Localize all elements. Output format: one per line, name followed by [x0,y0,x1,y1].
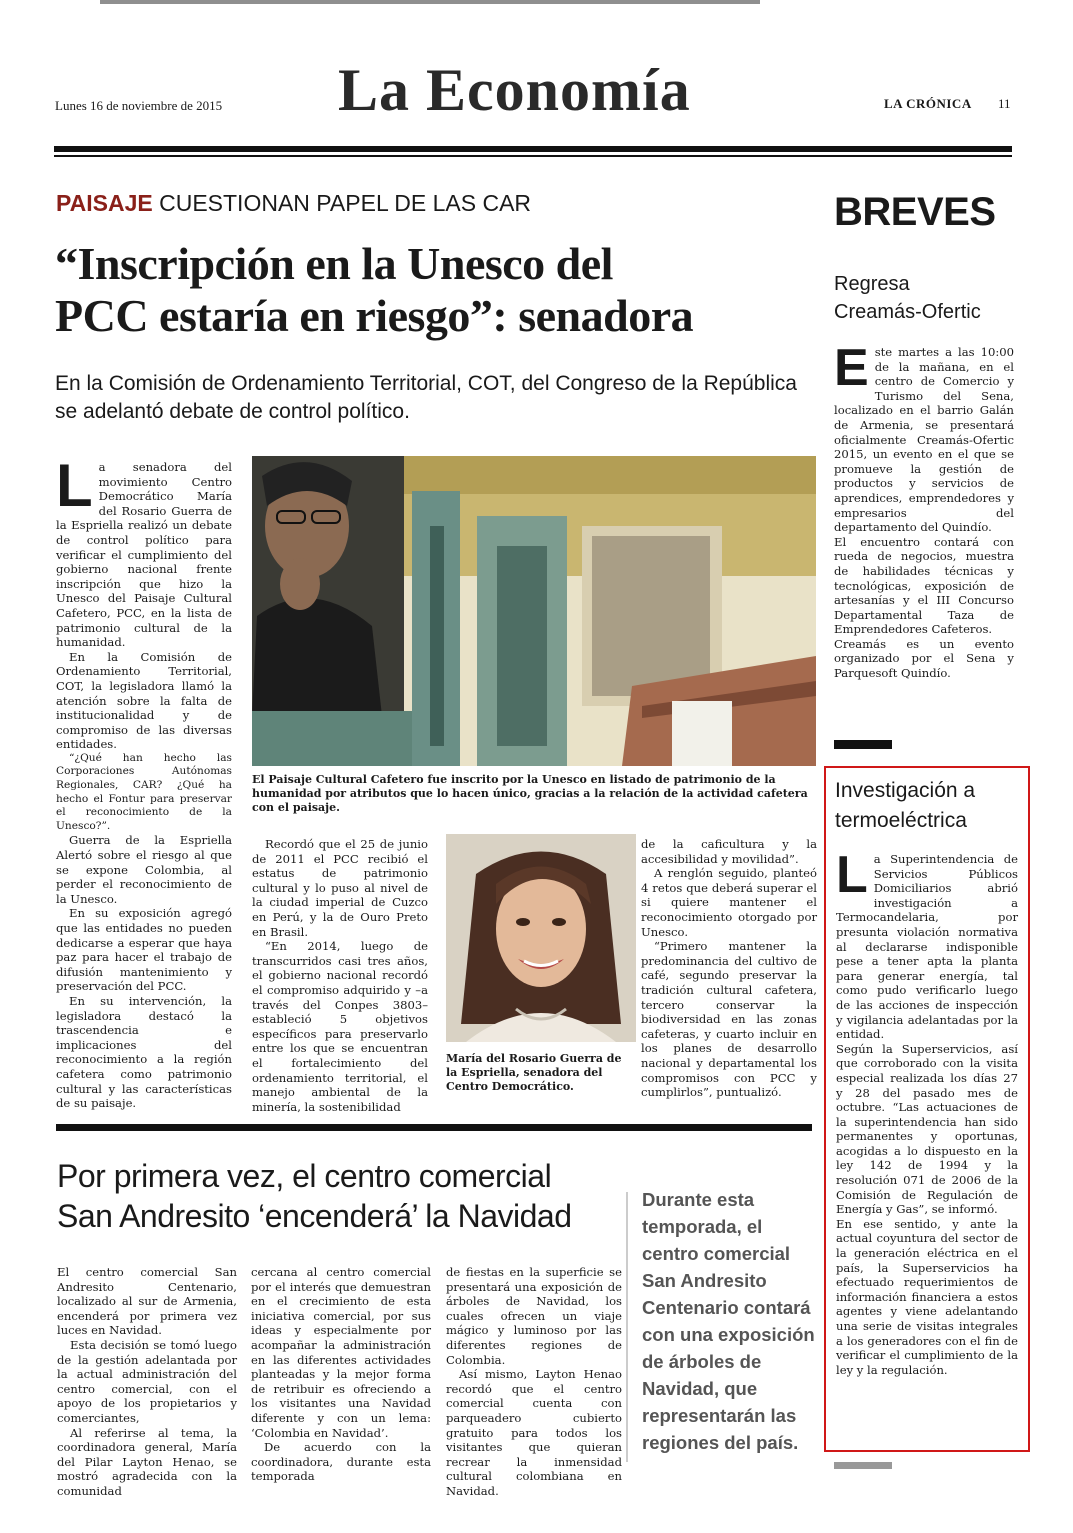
paragraph: En ese sentido, y ante la actual coyuntura del sector de la generación eléctrica en el país, la Superservicios ha efectuado requerimientos de información financiera a estos agentes y viene adelantando una serie de visitas integrales a los generadores con el fin de verificar el cumplimiento de la ley y la regulación. [836,1216,1018,1377]
second-column-3 [446,1265,622,1499]
paragraph: En su intervención, la legisladora destacó la trascendencia e implicaciones del reconocimiento a la región cafetera como patrimonio cultural y las características de su paisaje. [56,993,232,1111]
pullquote: Durante esta temporada, el centro comercial San Andresito Centenario contará con una exposición de árboles de Navidad, que representarán las regiones del país. [642,1189,815,1453]
photo-senator-portrait-image [446,834,636,1042]
main-column-1 [56,452,232,1111]
brief-2-title [835,776,975,836]
page-number: 11 [998,96,1011,111]
paragraph: a Superintendencia de Servicios Públicos Domiciliarios abrió investigación a Termocandelaria, por presunta violación normativa al declararse indisponible pese a tener apta la planta para generar energía, tal como pudo verificarlo luego de las acciones de inspección y vigilancia adelantadas por la entidad. [836,852,1018,1042]
photo-caption: El Paisaje Cultural Cafetero fue inscrito por la Unesco en listado de patrimonio de la humanidad por atributos que lo hacen único, gracias a la relación de la actividad cafetera con el paisaje. [252,773,808,814]
breves-title: BREVES [834,190,996,234]
main-headline-line2: PCC estaría en riesgo”: senadora [55,290,694,341]
paragraph-quote: “¿Qué han hecho las Corporaciones Autónomas Regionales, CAR? ¿Qué ha hecho el Fontur para preservar el reconocimiento de la Unesco?”. [56,751,232,832]
paragraph: Creamás es un evento organizado por el Sena y Parquesoft Quindío. [834,636,1014,681]
header-rule [54,146,1012,152]
paragraph: Según la Superservicios, así que corroborado con la visita especial realizada los días 27 y 28 del pasado mes de octubre. “Las actuaciones de la superintendencia han sido permanentes y oportunas, acogidas a lo dispuesto en la ley 142 de 1994 y la resolución 071 de 2006 de la Comisión de Regulación de Energía y Gas”, se informó. [836,1041,1018,1217]
header-rule-thin [54,155,1012,157]
second-column-1 [57,1265,237,1499]
masthead: La Economía [338,57,691,123]
main-headline-line1: “Inscripción en la Unesco del [55,238,613,289]
paragraph: El encuentro contará con rueda de negocios, muestra de habilidades técnicas y tecnológicas, exposición de artesanías y el III Concurso Departamental Taza de Emprendedores Cafeteros. [834,534,1014,637]
paragraph: de la caficultura y la accesibilidad y movilidad”. [641,837,817,866]
main-subhead: En la Comisión de Ordenamiento Territorial, COT, del Congreso de la República se adelantó debate de control político. [55,372,797,423]
brief-separator [834,740,892,749]
brief-1-title [834,270,981,326]
paragraph: Así mismo, Layton Henao recordó que el centro comercial cuenta con parqueadero cubierto gratuito para todos los visitantes que quieran recrear la inmensidad cultural colombiana en Navidad. [446,1367,622,1498]
brief-separator-bottom [834,1462,892,1469]
brief-1-title-line2: Creamás-Ofertic [834,301,981,323]
paragraph: Al referirse al tema, la coordinadora general, María del Pilar Layton Henao, se mostró agradecida con la comunidad [57,1425,237,1498]
main-column-3 [641,837,817,1100]
section-label [56,190,531,217]
second-headline-line2: San Andresito ‘encenderá’ la Navidad [57,1198,572,1234]
section-kicker-rest: CUESTIONAN PAPEL DE LAS CAR [159,190,532,216]
second-headline [57,1156,657,1236]
photo-senator-portrait [446,834,636,1042]
issue-date: Lunes 16 de noviembre de 2015 [55,98,223,113]
brief-2-title-line2: termoeléctrica [835,809,967,832]
paragraph: ste martes a las 10:00 de la mañana, en el centro de Comercio y Turismo del Sena, localizado en el barrio Galán de Armenia, se presentará oficialmente Creamás-Ofertic 2015, un evento en el que se promueve la gestión de productos y servicios de aprendices, emprendedores y empresarios del departamento del Quindío. [834,345,1014,535]
paragraph: cercana al centro comercial por el interés que demuestran en el crecimiento de esta iniciativa comercial, por sus ideas y especialmente por acompañar la administración en las diferentes actividades planteadas y la mejor forma de retribuir es ofreciendo a los visitantes una Navidad diferente y con un lema: ‘Colombia en Navidad’. [251,1265,431,1440]
paragraph: Guerra de la Espriella Alertó sobre el riesgo al que se expone Colombia, al perder el reconocimiento de la Unesco. [56,833,232,906]
section-kicker: PAISAJE [56,190,153,216]
drop-cap: E [834,339,869,397]
paragraph: a senadora del movimiento Centro Democrático María del Rosario Guerra de la Espriella realizó un debate de control político para verificar el cumplimiento del gobierno nacional frente inscripción que hizo la Unesco del Paisaje Cultural Cafetero, PCC, en la lista de patrimonio cultural de la humanidad. [56,460,232,650]
paragraph: de fiestas en la superficie se presentará una exposición de árboles de Navidad, los cuales ofrecen un viaje mágico y luminoso por las diferentes regiones de Colombia. [446,1265,622,1367]
main-headline [55,238,815,342]
top-edge-bar [100,0,760,4]
paragraph: “Primero mantener la predominancia del cultivo de café, segundo preservar la tradición cultural cafetera, tercero conservar la biodiversidad en las zonas cafeteras, y cuarto incluir en los planes de desarrollo nacional y departamental los compromisos con PCC y cumplirlos”, puntualizó. [641,939,817,1100]
newspaper-name: LA CRÓNICA [884,96,972,111]
paragraph: El centro comercial San Andresito Centenario, localizado al sur de Armenia, encenderá por primera vez luces en Navidad. [57,1265,237,1338]
photo-coffee-landscape [252,456,816,766]
paragraph: De acuerdo con la coordinadora, durante esta temporada [251,1440,431,1484]
paragraph: A renglón seguido, planteó 4 retos que deberá superar el si quiere mantener el reconocimiento otorgado por Unesco. [641,866,817,939]
drop-cap: L [836,846,868,904]
paragraph: “En 2014, luego de transcurridos casi tres años, el gobierno nacional recordó el compromiso adquirido y –a través del Conpes 3803– estableció 5 objetivos específicos para preservarlo entre los que se encuentran el fortalecimiento del ordenamiento territorial, el manejo ambiental de la minería, la sostenibilidad [252,939,428,1114]
paragraph: En su exposición agregó que las entidades no pueden dedicarse a esperar que haya paz para hacer el trabajo de difusión mantenimiento y preservación del PCC. [56,906,232,994]
brief-2-body [836,846,1018,1377]
photo-coffee-landscape-image [252,456,816,766]
second-headline-line1: Por primera vez, el centro comercial [57,1158,552,1194]
paragraph: Esta decisión se tomó luego de la gestión adelantada por la actual administración del centro comercial, con el apoyo de los propietarios y comerciantes, [57,1337,237,1425]
brief-1-body [834,339,1014,681]
pullquote-rule [626,1192,628,1462]
portrait-caption: María del Rosario Guerra de la Espriella, senadora del Centro Democrático. [446,1052,622,1093]
main-column-2 [252,837,428,1114]
article-separator-rule [56,1124,812,1131]
second-column-2 [251,1265,431,1484]
paragraph: En la Comisión de Ordenamiento Territorial, COT, la legisladora llamó la atención sobre la falta de institucionalidad y de compromiso de las diversas entidades. [56,649,232,752]
brief-2-title-line1: Investigación a [835,779,976,802]
brief-1-title-line1: Regresa [834,273,910,295]
drop-cap: L [56,452,93,519]
paragraph: Recordó que el 25 de junio de 2011 el PCC recibió el estatus de patrimonio cultural y lo puso al nivel de la ciudad imperial de Cuzco en Perú, y la de Ouro Preto en Brasil. [252,837,428,939]
